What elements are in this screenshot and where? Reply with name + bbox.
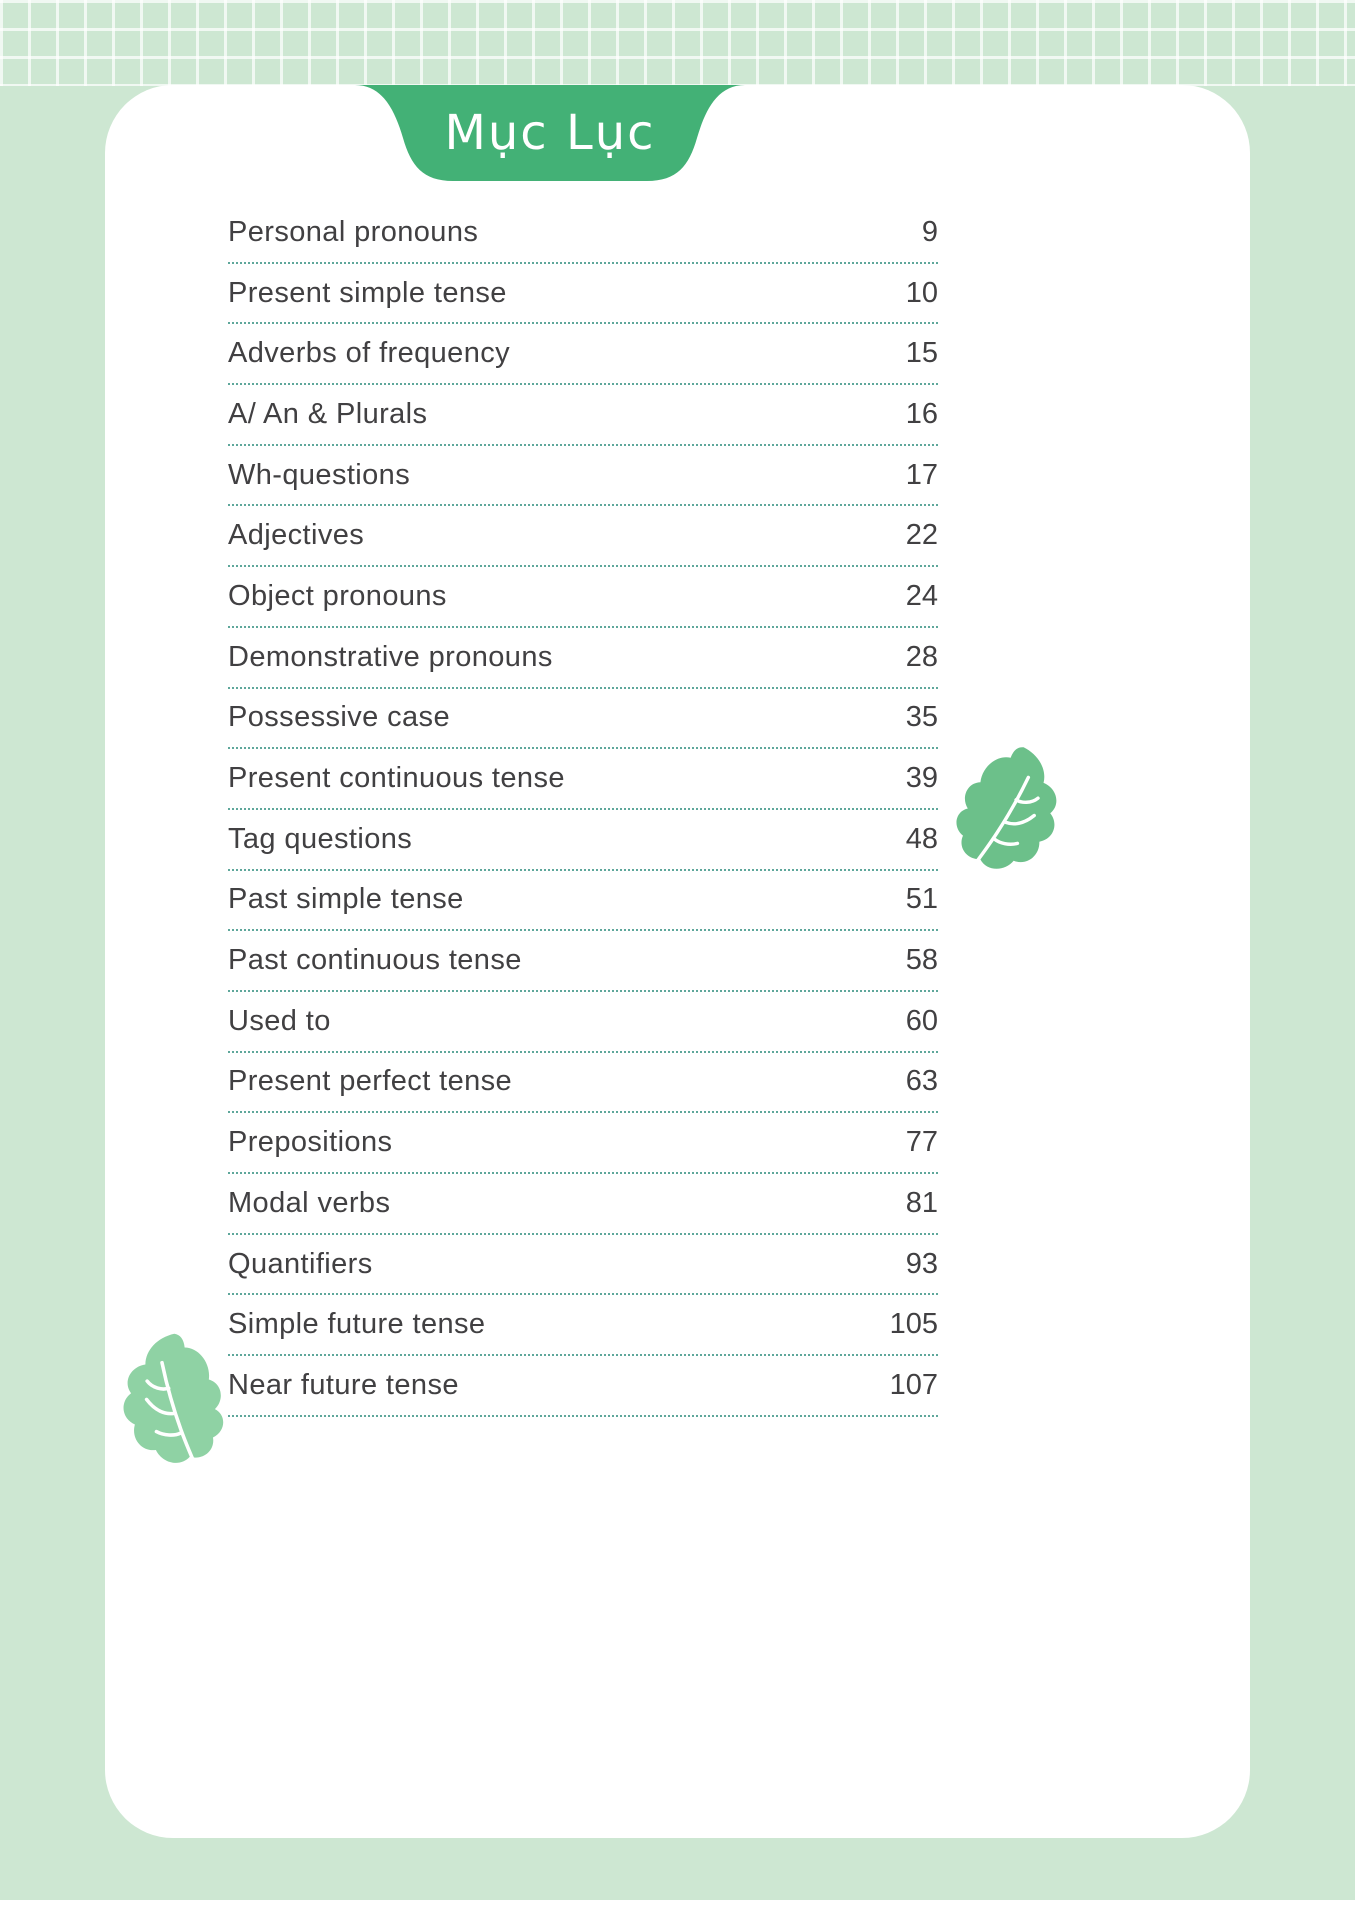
toc-entry <box>228 385 938 446</box>
toc-entry <box>228 1053 938 1114</box>
toc-entry-page-number: 24 <box>905 579 938 612</box>
toc-entry-page-number: 63 <box>905 1065 938 1098</box>
toc-entry-label: Present simple tense <box>228 276 507 309</box>
toc-entry <box>228 931 938 992</box>
toc-entry-page-number: 105 <box>889 1308 938 1341</box>
toc-entry-label: Wh-questions <box>228 458 411 491</box>
toc-entry <box>228 1356 938 1417</box>
toc-entry-page-number: 60 <box>905 1004 938 1037</box>
toc-entry-page-number: 77 <box>905 1126 938 1159</box>
toc-entry <box>228 810 938 871</box>
title-banner <box>355 85 745 181</box>
content-card <box>105 85 1250 1838</box>
toc-entry-label: Personal pronouns <box>228 215 479 248</box>
toc-entry-page-number: 28 <box>905 640 938 673</box>
toc-entry-label: Adverbs of frequency <box>228 337 511 370</box>
toc-entry-label: Prepositions <box>228 1126 393 1159</box>
toc-entry-label: A/ An & Plurals <box>228 397 428 430</box>
toc-entry-page-number: 17 <box>905 458 938 491</box>
toc-entry <box>228 506 938 567</box>
toc-entry <box>228 1295 938 1356</box>
toc-entry-label: Quantifiers <box>228 1247 373 1280</box>
toc-entry-label: Used to <box>228 1004 331 1037</box>
toc-entry-label: Present continuous tense <box>228 762 565 795</box>
leaf-decoration-right-icon <box>949 737 1071 886</box>
toc-entry <box>228 446 938 507</box>
toc-entry-page-number: 51 <box>905 883 938 916</box>
toc-entry-label: Modal verbs <box>228 1186 391 1219</box>
toc-entry-page-number: 48 <box>905 822 938 855</box>
toc-entry <box>228 264 938 325</box>
toc-entry <box>228 567 938 628</box>
toc-entry-page-number: 39 <box>905 762 938 795</box>
toc-entry-page-number: 9 <box>921 215 938 248</box>
toc-entry <box>228 749 938 810</box>
toc-entry-page-number: 16 <box>905 397 938 430</box>
toc-entry-page-number: 35 <box>905 701 938 734</box>
toc-list <box>228 203 938 1417</box>
toc-entry-page-number: 15 <box>905 337 938 370</box>
toc-entry <box>228 203 938 264</box>
toc-entry-label: Past continuous tense <box>228 944 522 977</box>
toc-entry-label: Tag questions <box>228 822 413 855</box>
toc-entry-label: Demonstrative pronouns <box>228 640 553 673</box>
toc-entry-label: Adjectives <box>228 519 365 552</box>
toc-entry-page-number: 22 <box>905 519 938 552</box>
bottom-white-strip <box>0 1900 1355 1922</box>
toc-entry-label: Past simple tense <box>228 883 464 916</box>
page-title: Mục Lục <box>444 105 656 161</box>
toc-entry-label: Possessive case <box>228 701 450 734</box>
toc-entry-page-number: 107 <box>889 1368 938 1401</box>
toc-entry-label: Near future tense <box>228 1368 459 1401</box>
leaf-decoration-left-icon <box>107 1323 238 1479</box>
toc-entry <box>228 1174 938 1235</box>
toc-entry <box>228 628 938 689</box>
grid-pattern-strip <box>0 0 1355 86</box>
toc-entry-label: Simple future tense <box>228 1308 486 1341</box>
toc-entry <box>228 871 938 932</box>
toc-entry-label: Object pronouns <box>228 579 447 612</box>
toc-entry-label: Present perfect tense <box>228 1065 513 1098</box>
toc-entry <box>228 1235 938 1296</box>
toc-entry-page-number: 10 <box>905 276 938 309</box>
toc-entry-page-number: 81 <box>905 1186 938 1219</box>
toc-entry-page-number: 58 <box>905 944 938 977</box>
toc-entry <box>228 992 938 1053</box>
toc-entry <box>228 689 938 750</box>
toc-entry-page-number: 93 <box>905 1247 938 1280</box>
toc-entry <box>228 1113 938 1174</box>
toc-entry <box>228 324 938 385</box>
